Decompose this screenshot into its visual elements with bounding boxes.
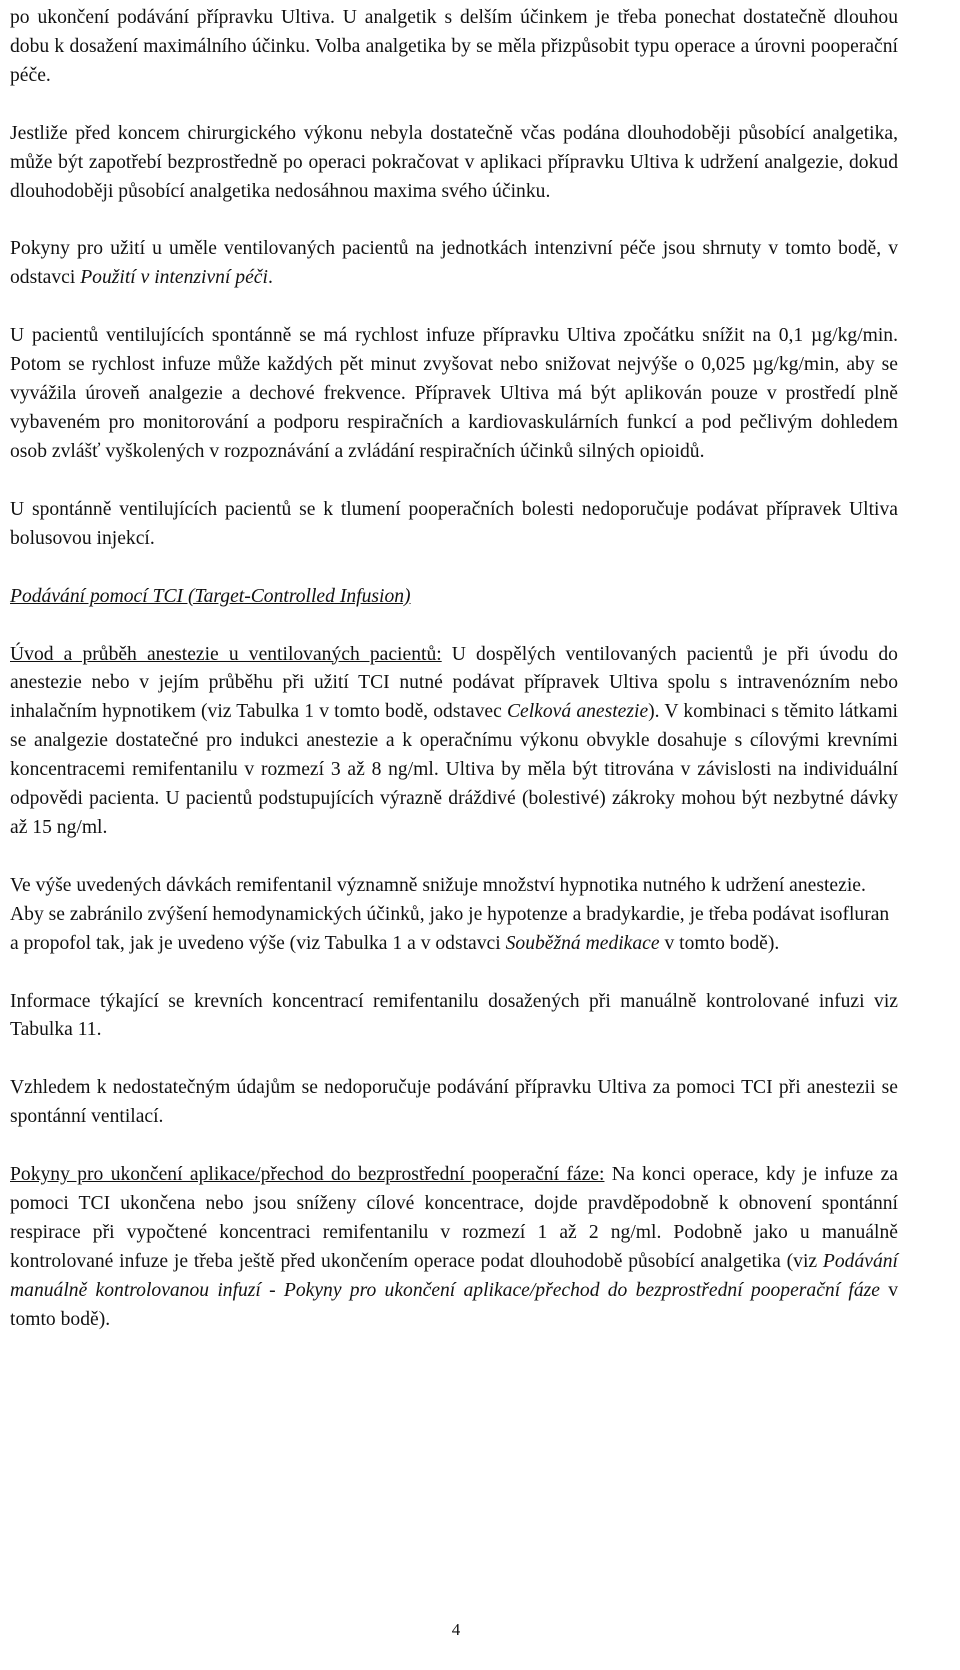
paragraph-2: Jestliže před koncem chirurgického výkonu nebyla dostatečně včas podána dlouhodoběji působící analgetika, může být zapotřebí bezprostředně po operaci pokračovat v aplikaci přípravku Ultiva k udržení analgezie, dokud dlouhodoběji působící analgetika nedosáhnou maxima svého účinku.	[10, 122, 898, 202]
reference-intensive-care: Použití v intenzivní péči	[80, 267, 268, 289]
paragraph-7-text-2: v tomto bodě).	[659, 932, 780, 954]
reference-general-anesthesia: Celková anestezie	[506, 701, 649, 723]
paragraph-6	[10, 641, 898, 843]
reference-concomitant-medication: Souběžná medikace	[505, 932, 660, 954]
paragraph-3-text: Pokyny pro užití u uměle ventilovaných pacientů na jednotkách intenzivní péče jsou shrnuty v tomto bodě, v odstavci	[10, 238, 898, 289]
paragraph-8: Informace týkající se krevních koncentrací remifentanilu dosažených při manuálně kontrolované infuzi viz Tabulka 11.	[10, 990, 898, 1041]
paragraph-4: U pacientů ventilujících spontánně se má rychlost infuze přípravku Ultiva zpočátku snížit na 0,1 µg/kg/min. Potom se rychlost infuze může každých pět minut zvyšovat nebo snižovat nejvýše o 0,025 µg/kg/min, aby se vyvážila úroveň analgezie a dechové frekvence. Přípravek Ultiva má být aplikován pouze v prostředí plně vybaveném pro monitorování a podporu respiračních a kardiovaskulárních funkcí a pod pečlivým dohledem osob zvlášť vyškolených v rozpoznávání a zvládání respiračních účinků silných opioidů.	[10, 325, 898, 462]
paragraph-10	[10, 1161, 898, 1334]
paragraph-10-text-2: v tomto bodě).	[10, 1279, 898, 1330]
paragraph-3-end: .	[267, 267, 273, 289]
section-heading	[10, 583, 898, 612]
paragraph-7-text-1: Ve výše uvedených dávkách remifentanil významně snižuje množství hypnotika nutného k udržení anestezie. Aby se zabránilo zvýšení hemodynamických účinků, jako je hypotenze a bradykardie, je třeba podávat isofluran a propofol tak, jak je uvedeno výše (viz Tabulka 1 a v odstavci	[10, 874, 890, 954]
paragraph-6-label: Úvod a průběh anestezie u ventilovaných pacientů:	[10, 643, 442, 665]
paragraph-10-label: Pokyny pro ukončení aplikace/přechod do bezprostřední pooperační fáze:	[10, 1164, 605, 1186]
paragraph-7	[10, 872, 898, 959]
paragraph-3	[10, 235, 898, 293]
paragraph-9: Vzhledem k nedostatečným údajům se nedoporučuje podávání přípravku Ultiva za pomoci TCI při anestezii se spontánní ventilací.	[10, 1077, 898, 1128]
paragraph-1: po ukončení podávání přípravku Ultiva. U analgetik s delším účinkem je třeba ponechat dostatečně dlouhou dobu k dosažení maximálního účinku. Volba analgetika by se měla přizpůsobit typu operace a úrovni pooperační péče.	[10, 7, 898, 86]
document-page	[10, 4, 898, 1364]
paragraph-10-text-1: Na konci operace, kdy je infuze za pomoci TCI ukončena nebo jsou sníženy cílové koncentrace, dojde pravděpodobně k obnovení spontánní respirace při vypočtené koncentraci remifentanilu v rozmezí 1 až 2 ng/ml. Podobně jako u manuálně kontrolované infuze je třeba ještě před ukončením operace podat dlouhodobě působící analgetika (viz	[10, 1164, 898, 1272]
paragraph-6-text-2: ). V kombinaci s těmito látkami se analgezie dostatečné pro indukci anestezie a k operačnímu výkonu obvykle dosahuje s cílovými krevními koncentracemi remifentanilu v rozmezí 3 až 8 ng/ml. Ultiva by měla být titrována v závislosti na individuální odpovědi pacienta. U pacientů podstupujících výrazně dráždivé (bolestivé) zákroky mohou být nezbytné dávky až 15 ng/ml.	[10, 701, 898, 838]
section-heading-text: Podávání pomocí TCI (Target-Controlled Infusion)	[10, 585, 411, 607]
paragraph-5: U spontánně ventilujících pacientů se k tlumení pooperačních bolesti nedoporučuje podávat přípravek Ultiva bolusovou injekcí.	[10, 498, 898, 549]
paragraph-6-text-1: U dospělých ventilovaných pacientů je při úvodu do anestezie nebo v jejím průběhu při užití TCI nutné podávat přípravek Ultiva spolu s intravenózním nebo inhalačním hypnotikem (viz Tabulka 1 v tomto bodě, odstavec	[10, 643, 898, 723]
reference-manual-infusion-termination: Podávání manuálně kontrolovanou infuzí - Pokyny pro ukončení aplikace/přechod do bezprostřední pooperační fáze	[10, 1250, 898, 1301]
page-number: 4	[451, 1620, 461, 1639]
